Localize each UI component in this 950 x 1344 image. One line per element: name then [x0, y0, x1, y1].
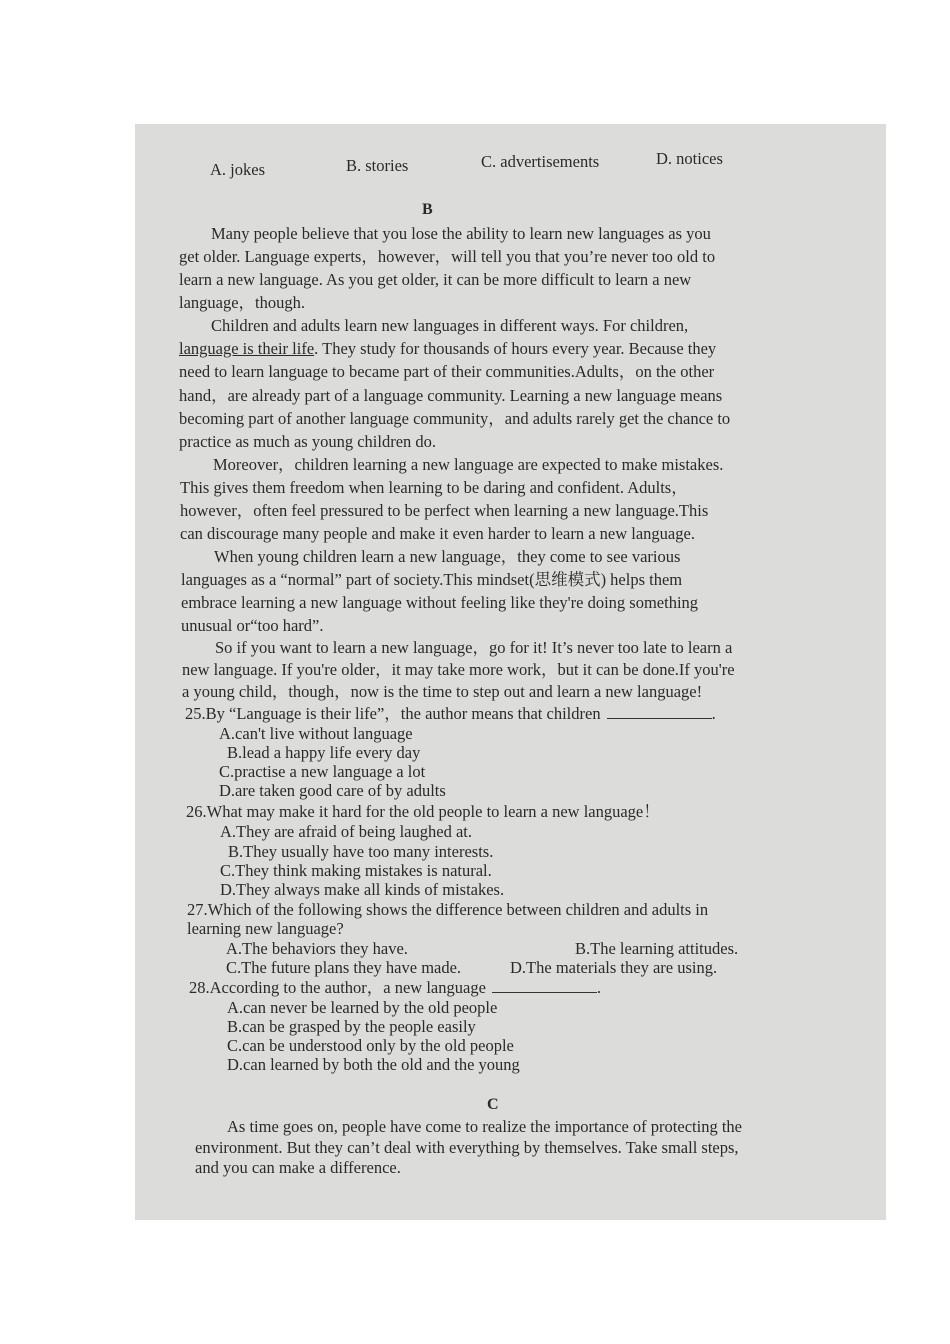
question-28-option-a: A.can never be learned by the old people	[227, 998, 498, 1017]
passage-line: and you can make a difference.	[195, 1158, 401, 1177]
passage-line: Moreover，children learning a new language are expected to make mistakes.	[213, 455, 724, 474]
exam-page-photo	[135, 124, 886, 1220]
section-c-heading: C	[487, 1096, 499, 1113]
passage-line: Children and adults learn new languages in different ways. For children,	[211, 316, 689, 335]
passage-line: however，often feel pressured to be perfect when learning a new language.This	[180, 501, 709, 520]
question-27-stem-line1: 27.Which of the following shows the difference between children and adults in	[187, 900, 709, 919]
passage-line: Many people believe that you lose the ability to learn new languages as you	[211, 224, 711, 243]
prev-option-c: C. advertisements	[481, 152, 600, 171]
question-27-option-a: A.The behaviors they have.	[226, 939, 408, 958]
passage-line: So if you want to learn a new language，go for it! It’s never too late to learn a	[215, 638, 733, 657]
question-25-stem: 25.By “Language is their life”，the author means that children .	[185, 704, 716, 723]
question-26-option-d: D.They always make all kinds of mistakes.	[220, 880, 505, 899]
question-28-option-b: B.can be grasped by the people easily	[227, 1017, 476, 1036]
question-26-option-b: B.They usually have too many interests.	[228, 842, 494, 861]
question-25-option-a: A.can't live without language	[219, 724, 413, 743]
question-27-stem-line2: learning new language?	[187, 919, 344, 938]
question-25-option-c: C.practise a new language a lot	[219, 762, 426, 781]
passage-line: environment. But they can’t deal with everything by themselves. Take small steps,	[195, 1138, 739, 1157]
passage-line: new language. If you're older，it may take more work，but it can be done.If you're	[182, 660, 735, 679]
answer-blank	[607, 704, 712, 719]
passage-line: hand，are already part of a language community. Learning a new language means	[179, 386, 723, 405]
question-25-option-d: D.are taken good care of by adults	[219, 781, 446, 800]
passage-line: learn a new language. As you get older, it can be more difficult to learn a new	[179, 270, 692, 289]
question-26-stem: 26.What may make it hard for the old people to learn a new language！	[186, 802, 660, 821]
page-content	[135, 124, 886, 1220]
passage-line: embrace learning a new language without feeling like they're doing something	[181, 593, 699, 612]
question-28-stem: 28.According to the author，a new language .	[189, 978, 602, 997]
prev-option-d: D. notices	[656, 149, 723, 168]
passage-line: can discourage many people and make it even harder to learn a new language.	[180, 524, 695, 543]
question-27-option-b: B.The learning attitudes.	[575, 939, 739, 958]
question-27-option-c: C.The future plans they have made.	[226, 958, 462, 977]
underlined-phrase: language is their life	[179, 339, 315, 358]
answer-blank	[492, 978, 597, 993]
question-28-option-d: D.can learned by both the old and the young	[227, 1055, 520, 1074]
prev-option-b: B. stories	[346, 156, 409, 175]
question-26-option-c: C.They think making mistakes is natural.	[220, 861, 492, 880]
passage-line: unusual or“too hard”.	[181, 616, 324, 635]
question-27-option-d: D.The materials they are using.	[510, 958, 718, 977]
passage-line: languages as a “normal” part of society.This mindset(思维模式) helps them	[181, 570, 683, 589]
passage-line: need to learn language to became part of their communities.Adults，on the other	[179, 362, 715, 381]
passage-line: As time goes on, people have come to realize the importance of protecting the	[227, 1117, 742, 1136]
passage-line: practice as much as young children do.	[179, 432, 437, 451]
question-25-option-b: B.lead a happy life every day	[227, 743, 421, 762]
passage-line: When young children learn a new language，they come to see various	[214, 547, 681, 566]
question-25-text: 25.By “Language is their life”，the author means that children	[185, 704, 601, 723]
passage-line: a young child，though，now is the time to step out and learn a new language!	[182, 682, 703, 701]
passage-line: becoming part of another language community，and adults rarely get the chance to	[179, 409, 731, 428]
question-28-text: 28.According to the author，a new language	[189, 978, 486, 997]
passage-line	[179, 339, 716, 359]
question-28-option-c: C.can be understood only by the old people	[227, 1036, 514, 1055]
passage-line: get older. Language experts，however，will tell you that you’re never too old to	[179, 247, 716, 266]
passage-line: This gives them freedom when learning to be daring and confident. Adults，	[180, 478, 688, 497]
question-26-option-a: A.They are afraid of being laughed at.	[220, 822, 472, 841]
passage-line-rest: . They study for thousands of hours every year. Because they	[314, 339, 717, 358]
passage-line: language，though.	[179, 293, 306, 312]
prev-option-a: A. jokes	[210, 160, 265, 179]
section-b-heading: B	[422, 201, 433, 218]
